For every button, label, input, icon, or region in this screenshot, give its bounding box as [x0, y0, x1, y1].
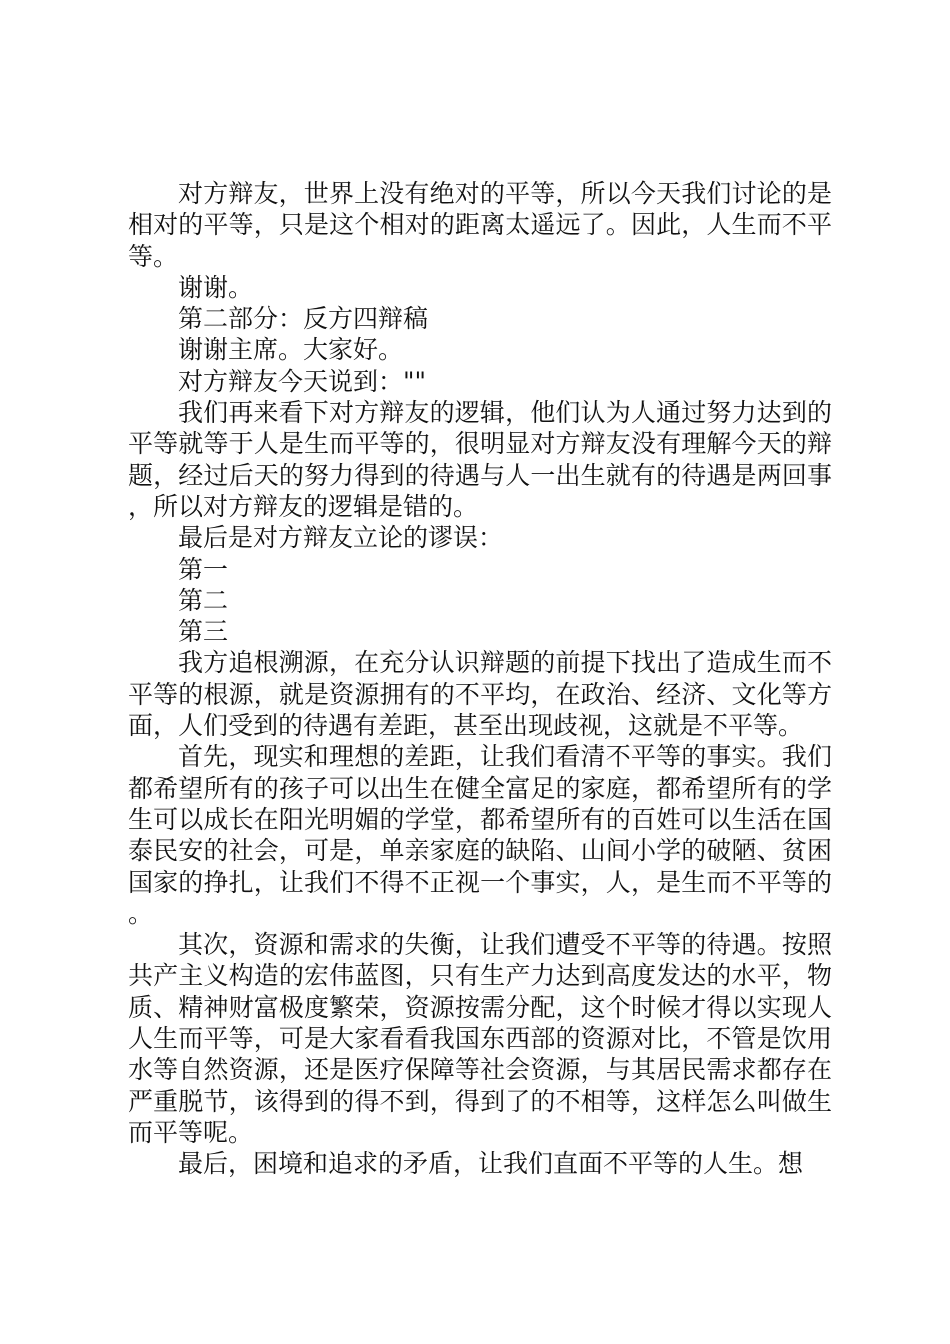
paragraph: 我们再来看下对方辩友的逻辑，他们认为人通过努力达到的平等就等于人是生而平等的，很明显对方辩友没有理解今天的辩题，经过后天的努力得到的待遇与人一出生就有的待遇是两回事，所以对方辩友的逻辑是错的。 [128, 398, 832, 521]
paragraph: 对方辩友，世界上没有绝对的平等，所以今天我们讨论的是相对的平等，只是这个相对的距离太遥远了。因此，人生而不平等。 [128, 179, 832, 271]
document-body [128, 178, 832, 1180]
paragraph: 我方追根溯源，在充分认识辩题的前提下找出了造成生而不平等的根源，就是资源拥有的不平均，在政治、经济、文化等方面，人们受到的待遇有差距，甚至出现歧视，这就是不平等。 [128, 648, 832, 741]
list-item: 第一 [178, 554, 229, 584]
list-item: 第二 [178, 585, 229, 615]
paragraph: 最后是对方辩友立论的谬误： [178, 523, 504, 553]
paragraph: 首先，现实和理想的差距，让我们看清不平等的事实。我们都希望所有的孩子可以出生在健全富足的家庭，都希望所有的学生可以成长在阳光明媚的学堂，都希望所有的百姓可以生活在国泰民安的社会，可是，单亲家庭的缺陷、山间小学的破陋、贫困国家的挣扎，让我们不得不正视一个事实，人，是生而不平等的。 [128, 742, 832, 928]
section-heading: 第二部分：反方四辩稿 [178, 304, 429, 334]
paragraph: 其次，资源和需求的失衡，让我们遭受不平等的待遇。按照共产主义构造的宏伟蓝图，只有生产力达到高度发达的水平，物质、精神财富极度繁荣，资源按需分配，这个时候才得以实现人人生而平等，可是大家看看我国东西部的资源对比，不管是饮用水等自然资源，还是医疗保障等社会资源，与其居民需求都存在严重脱节，该得到的得不到，得到了的不相等，这样怎么叫做生而平等呢。 [128, 930, 832, 1147]
paragraph: 最后，困境和追求的矛盾，让我们直面不平等的人生。想 [178, 1149, 804, 1179]
paragraph: 对方辩友今天说到："" [178, 366, 426, 396]
paragraph: 谢谢。 [178, 272, 254, 302]
paragraph: 谢谢主席。大家好。 [178, 335, 404, 365]
list-item: 第三 [178, 617, 229, 647]
